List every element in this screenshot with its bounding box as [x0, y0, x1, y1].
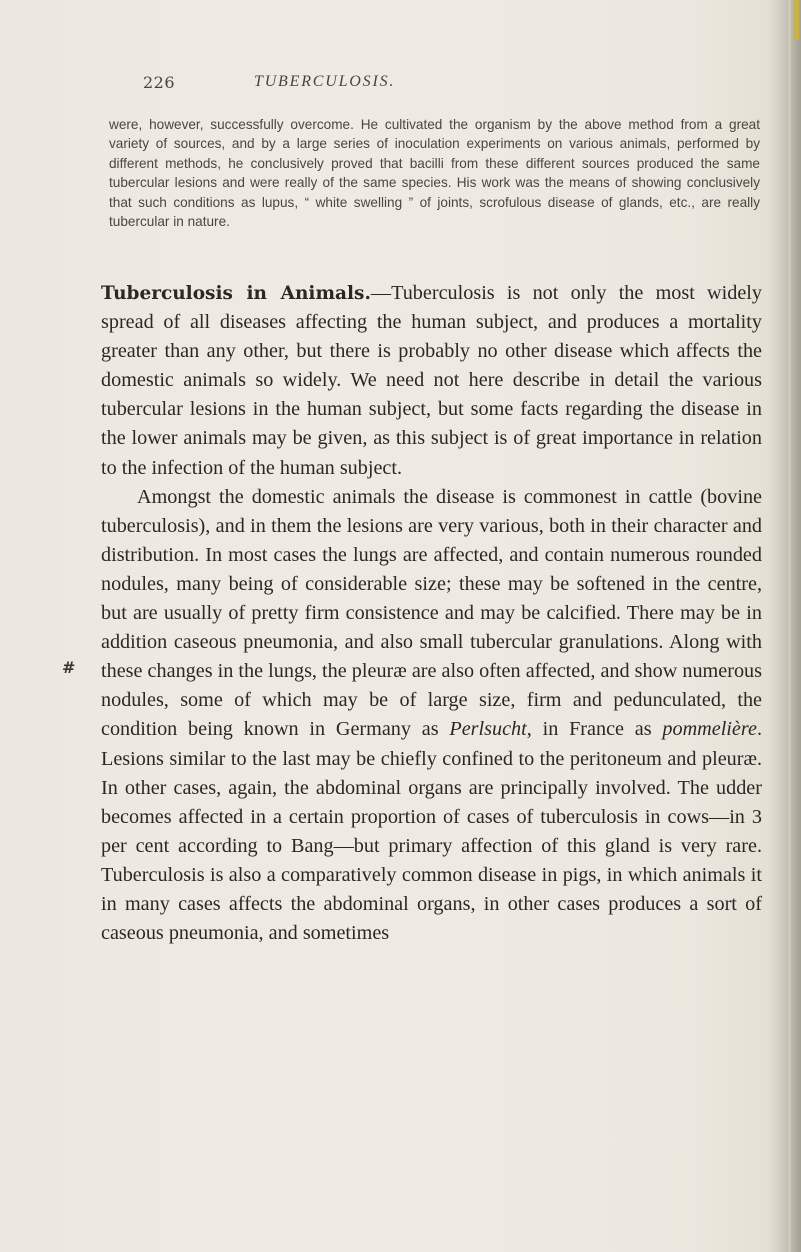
page-number: 226: [143, 73, 176, 92]
page-edge-line: [788, 0, 791, 1252]
term-perlsucht: Perlsucht: [449, 718, 527, 741]
paragraph-2-text-a: Amongst the domestic animals the disease is commonest in cattle (bovine tuberculosis), and in them the lesions are very various, both in their character and distribution. In most cases the lungs are affected, and contain numerous rounded nodules, many being of considerable size; these may be softened in the centre, but are usually of pretty firm consistence and may be calcified. There may be in addition caseous pneumonia, and also small tubercular granulations. Along with these changes in the lungs, the pleuræ are also often affected, and show numerous nodules, some of which may be of large size, firm and pedunculated, the condition being known in Germany as: [101, 485, 762, 741]
paragraph-1-text: —Tuberculosis is not only the most widely spread of all diseases affecting the human subject, and produces a mortality greater than any other, but there is probably no other disease which affects the domestic animals so widely. We need not here describe in detail the various tubercular lesions in the human subject, but some facts regarding the disease in the lower animals may be given, as this subject is of great importance in relation to the infection of the human subject.: [101, 282, 762, 479]
paragraph-2-text-c: . Lesions similar to the last may be chiefly confined to the peritoneum and pleuræ. In other cases, again, the abdominal organs are principally involved. The udder becomes affected in a certain proportion of cases of tuberculosis in cows—in 3 per cent according to Bang—but primary affection of this gland is very rare. Tuberculosis is also a comparatively common disease in pigs, in which animals it in many cases affects the abdominal organs, in other cases produces a sort of caseous pneumonia, and sometimes: [101, 718, 762, 945]
page-edge-shadow: [767, 0, 801, 1252]
section-paragraph-2: [101, 483, 762, 949]
main-body-text: [101, 279, 762, 948]
paragraph-2-text-b: , in France as: [526, 718, 663, 741]
page-edge-tab: [794, 0, 799, 40]
running-head: [0, 73, 801, 93]
term-pommeliere: pommelière: [662, 718, 757, 741]
running-title: TUBERCULOSIS.: [254, 73, 396, 90]
small-print-paragraph: were, however, successfully overcome. He cultivated the organism by the above method from a great variety of sources, and by a large series of inoculation experiments on various animals, performed by different methods, he conclusively proved that bacilli from these different sources produced the same tubercular lesions and were really of the same species. His work was the means of showing conclusively that such conditions as lupus, “ white swelling ” of joints, scrofulous disease of glands, etc., are really tubercular in nature.: [109, 117, 760, 230]
margin-mark: #: [62, 658, 76, 677]
section-heading: Tuberculosis in Animals.: [101, 283, 371, 304]
section-paragraph-1: [101, 279, 762, 483]
